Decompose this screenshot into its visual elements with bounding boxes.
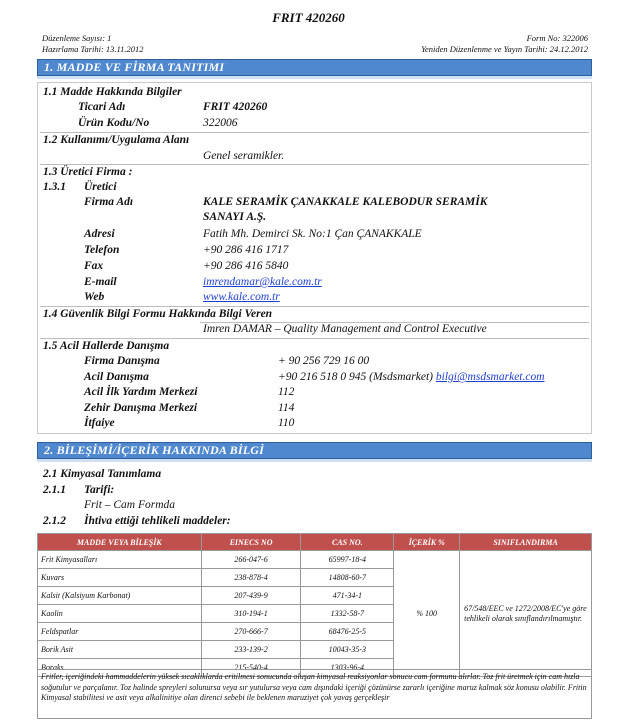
product-code-value: 322006: [203, 117, 238, 129]
table-row: [38, 551, 592, 569]
subsection-1-3: 1.3 Üretici Firma :: [43, 166, 133, 178]
address-value: Fatih Mh. Demirci Sk. No:1 Çan ÇANAKKALE: [203, 228, 422, 240]
subsection-1-2: 1.2 Kullanımı/Uygulama Alanı: [43, 134, 190, 146]
phone-value: +90 286 416 1717: [203, 244, 289, 256]
cas-number: 14808-60-7: [301, 569, 394, 587]
email-link[interactable]: imrendamar@kale.com.tr: [203, 276, 322, 288]
trade-name-label: Ticari Adı: [78, 101, 126, 113]
substance-name: Kaolin: [38, 605, 202, 623]
edition-number: Düzenleme Sayısı: 1: [42, 33, 112, 43]
usage-value: Genel seramikler.: [203, 150, 285, 162]
subsection-2-1-1-number: 2.1.1: [43, 484, 66, 496]
emergency-value: [278, 371, 545, 383]
product-code-label: Ürün Kodu/No: [78, 117, 150, 129]
revision-date: Yeniden Düzenlenme ve Yayın Tarihi: 24.12.2012: [421, 44, 588, 54]
fire-dept-label: İtfaiye: [84, 417, 115, 429]
column-header: MADDE VEYA BİLEŞİK: [38, 534, 202, 551]
address-label: Adresi: [84, 228, 115, 240]
document-title: FRIT 420260: [272, 10, 345, 25]
einecs-number: 270-666-7: [201, 623, 301, 641]
firm-name-line-2: SANAYI A.Ş.: [203, 211, 267, 223]
firm-consult-value: + 90 256 729 16 00: [278, 355, 370, 367]
substance-name: Boraks: [38, 659, 202, 677]
firm-consult-label: Firma Danışma: [84, 355, 160, 367]
emergency-phone: +90 216 518 0 945 (Msdsmarket): [278, 371, 434, 383]
emergency-label: Acil Danışma: [84, 371, 149, 383]
einecs-number: 238-878-4: [201, 569, 301, 587]
firm-name-label: Firma Adı: [84, 196, 134, 208]
subsection-2-1-2: İhtiva ettiği tehlikeli maddeler:: [84, 515, 231, 527]
subsection-1-3-1-number: 1.3.1: [43, 181, 66, 193]
trade-name-value: FRIT 420260: [203, 101, 268, 113]
column-header: SINIFLANDIRMA: [460, 534, 592, 551]
cas-number: 1303-96-4: [301, 659, 394, 677]
section-2-header: 2. BİLEŞİMİ/İÇERİK HAKKINDA BİLGİ: [37, 442, 592, 459]
substance-name: Borik Asit: [38, 641, 202, 659]
divider: [40, 338, 589, 339]
first-aid-label: Acil İlk Yardım Merkezi: [84, 386, 198, 398]
einecs-number: 215-540-4: [201, 659, 301, 677]
poison-center-label: Zehir Danışma Merkezi: [84, 402, 198, 414]
substance-name: Kuvars: [38, 569, 202, 587]
einecs-number: 207-439-9: [201, 587, 301, 605]
poison-center-value: 114: [278, 402, 295, 414]
einecs-number: 310-194-1: [201, 605, 301, 623]
einecs-number: 266-047-6: [201, 551, 301, 569]
section-2-underline: [37, 459, 592, 462]
classification: 67/548/EEC ve 1272/2008/EC'ye göre tehlikeli olarak sınıflandırılmamıştır.: [460, 551, 592, 677]
fax-value: +90 286 416 5840: [203, 260, 289, 272]
info-giver-value: Imren DAMAR – Quality Management and Control Executive: [203, 323, 487, 335]
einecs-number: 233-139-2: [201, 641, 301, 659]
column-header: İÇERİK %: [394, 534, 460, 551]
column-header: EINECS NO: [201, 534, 301, 551]
column-header: CAS NO.: [301, 534, 394, 551]
section-1-underline: [37, 76, 592, 79]
subsection-2-1-1: Tarifi:: [84, 484, 115, 496]
cas-number: 10043-35-3: [301, 641, 394, 659]
fire-dept-value: 110: [278, 417, 295, 429]
divider: [40, 164, 589, 165]
substance-name: Kalsit (Kalsiyum Karbonat): [38, 587, 202, 605]
subsection-1-3-1: Üretici: [84, 181, 117, 193]
phone-label: Telefon: [84, 244, 120, 256]
content-percent: % 100: [394, 551, 460, 677]
form-number: Form No: 322006: [526, 33, 588, 43]
email-label: E-mail: [84, 276, 117, 288]
firm-name-line-1: KALE SERAMİK ÇANAKKALE KALEBODUR SERAMİK: [203, 196, 488, 208]
table-header-row: [38, 534, 592, 551]
first-aid-value: 112: [278, 386, 295, 398]
divider: [40, 132, 589, 133]
recipe-value: Frit – Cam Formda: [84, 499, 176, 511]
fax-label: Fax: [84, 260, 104, 272]
subsection-1-5: 1.5 Acil Hallerde Danışma: [43, 340, 170, 352]
subsection-1-1: 1.1 Madde Hakkında Bilgiler: [43, 86, 182, 98]
cas-number: 65997-18-4: [301, 551, 394, 569]
web-link[interactable]: www.kale.com.tr: [203, 291, 280, 303]
substance-name: Feldspatlar: [38, 623, 202, 641]
section-1-header: 1. MADDE VE FİRMA TANITIMI: [37, 59, 592, 76]
subsection-1-4: 1.4 Güvenlik Bilgi Formu Hakkında Bilgi Veren: [43, 308, 273, 320]
cas-number: 1332-58-7: [301, 605, 394, 623]
emergency-email-link[interactable]: bilgi@msdsmarket.com: [435, 371, 545, 383]
subsection-2-1: 2.1 Kimyasal Tanımlama: [43, 468, 162, 480]
hazardous-substances-table: [37, 533, 592, 677]
substance-name: Frit Kimyasalları: [38, 551, 202, 569]
subsection-2-1-2-number: 2.1.2: [43, 515, 66, 527]
divider: [40, 306, 589, 307]
composition-footnote: Fritler, içeriğindeki hammaddelerin yüksek sıcaklıklarda eritilmesi sonucunda oluşan kimyasal reaksiyonlar sonucu cam formunu alırlar. Toz frit üretmek için cam hızla soğutulur ve parçalanır. Toz halinde spreyleri solunursa veya sır yutulursa veya cam dışındaki içeriği çözünürse zararlı içeriğine maruz kalmak söz konusu olabilir. Fritin Kimyasal stabilitesi ve asit veya alkalinitiye olan direnci sebebi ile beklenen maruziyet çok yavaş gerçekleşir: [37, 669, 592, 719]
prepared-date: Hazırlama Tarihi: 13.11.2012: [42, 44, 144, 54]
cas-number: 68476-25-5: [301, 623, 394, 641]
cas-number: 471-34-1: [301, 587, 394, 605]
web-label: Web: [84, 291, 105, 303]
